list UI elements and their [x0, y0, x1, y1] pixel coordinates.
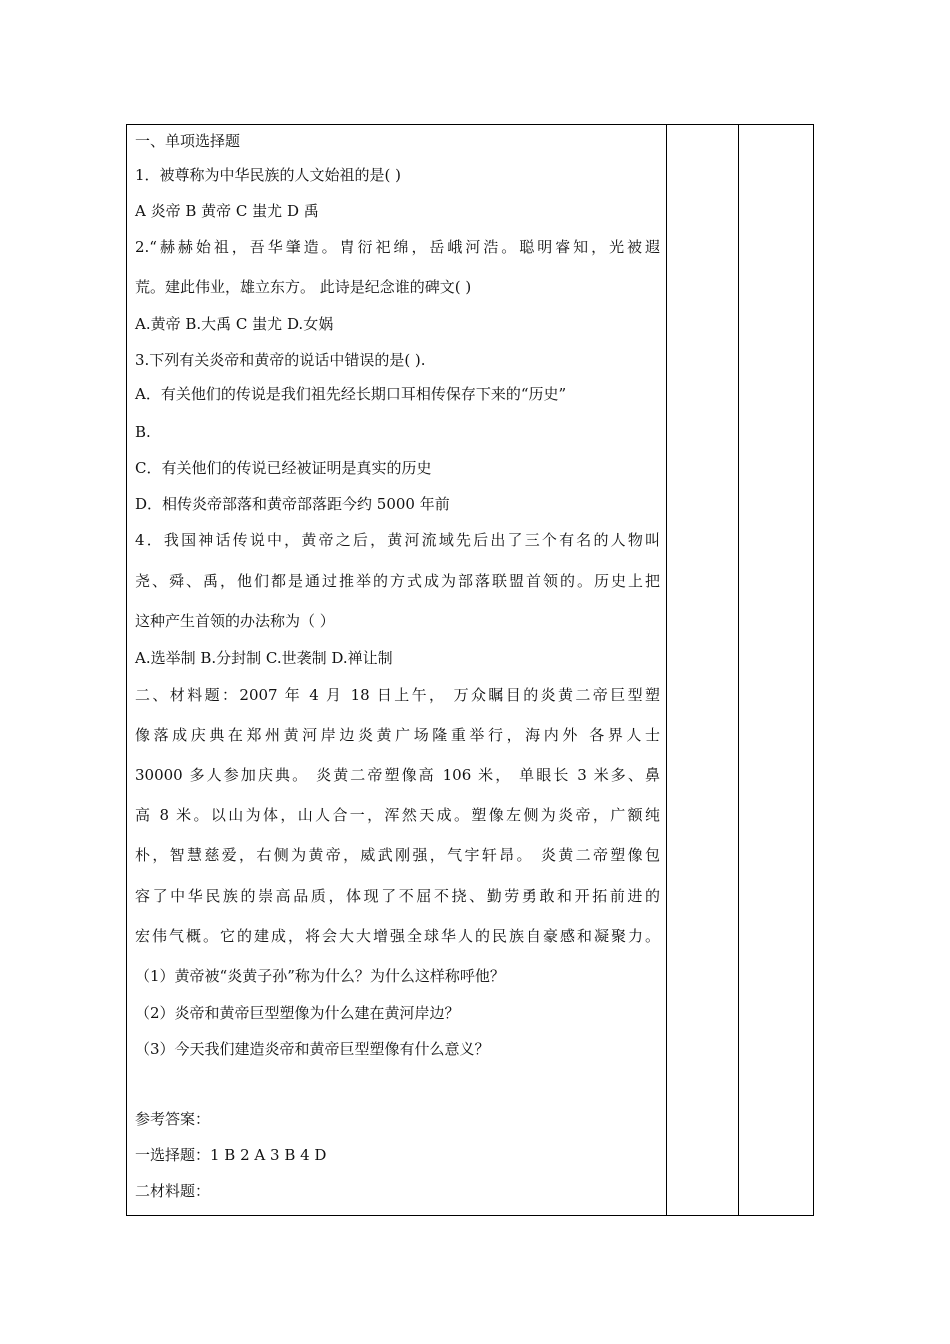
q1-stem: 1．被尊称为中华民族的人文始祖的是( )	[135, 166, 402, 184]
material-line: 朴，智慧慈爱，右侧为黄帝，威武刚强，气宇轩昂。 炎黄二帝塑像包	[135, 846, 660, 864]
worksheet-table	[126, 124, 814, 1216]
q3-option-a: A．有关他们的传说是我们祖先经长期口耳相传保存下来的“历史”	[135, 385, 567, 403]
answers-heading: 参考答案：	[135, 1110, 211, 1128]
q4-options: A.选举制 B.分封制 C.世袭制 D.禅让制	[135, 649, 393, 667]
material-question-3: （3）今天我们建造炎帝和黄帝巨型塑像有什么意义？	[135, 1040, 490, 1058]
material-question-1: （1）黄帝被“炎黄子孙”称为什么？为什么这样称呼他？	[135, 967, 505, 985]
material-line: 高 8 米。以山为体，山人合一，浑然天成。塑像左侧为炎帝，广额纯	[135, 806, 660, 824]
side-column-1	[667, 125, 739, 1215]
q3-stem: 3.下列有关炎帝和黄帝的说话中错误的是( ).	[135, 351, 426, 369]
section1-heading: 一、单项选择题	[135, 132, 241, 150]
content-column	[127, 125, 667, 1215]
material-line: 容了中华民族的崇高品质，体现了不屈不挠、勤劳勇敢和开拓前进的	[135, 887, 660, 905]
answers-material: 二材料题：	[135, 1182, 211, 1200]
q2-stem-line2: 荒。建此伟业，雄立东方。 此诗是纪念谁的碑文( )	[135, 278, 472, 296]
side-column-2	[739, 125, 813, 1215]
answers-choice: 一选择题：1 B 2 A 3 B 4 D	[135, 1146, 327, 1164]
q3-option-d: D．相传炎帝部落和黄帝部落距今约 5000 年前	[135, 495, 450, 513]
q3-option-b: B.	[135, 423, 151, 441]
q4-stem-line1: 4．我国神话传说中，黄帝之后，黄河流域先后出了三个有名的人物叫	[135, 531, 660, 549]
material-line: 30000 多人参加庆典。 炎黄二帝塑像高 106 米， 单眼长 3 米多、鼻	[135, 766, 660, 784]
q4-stem-line2: 尧、舜、禹，他们都是通过推举的方式成为部落联盟首领的。历史上把	[135, 572, 660, 590]
material-line: 二、材料题：2007 年 4 月 18 日上午， 万众瞩目的炎黄二帝巨型塑	[135, 686, 660, 704]
q4-stem-line3: 这种产生首领的办法称为（ ）	[135, 612, 335, 630]
q2-stem-line1: 2.“赫赫始祖，吾华肇造。胄衍祀绵，岳峨河浩。聪明睿知，光被遐	[135, 238, 660, 256]
material-line: 宏伟气概。它的建成，将会大大增强全球华人的民族自豪感和凝聚力。	[135, 927, 660, 945]
q3-option-c: C．有关他们的传说已经被证明是真实的历史	[135, 459, 432, 477]
q1-options: A 炎帝 B 黄帝 C 蚩尤 D 禹	[135, 202, 319, 220]
material-question-2: （2）炎帝和黄帝巨型塑像为什么建在黄河岸边？	[135, 1004, 460, 1022]
q2-options: A.黄帝 B.大禹 C 蚩尤 D.女娲	[135, 315, 334, 333]
material-line: 像落成庆典在郑州黄河岸边炎黄广场隆重举行，海内外 各界人士	[135, 726, 660, 744]
